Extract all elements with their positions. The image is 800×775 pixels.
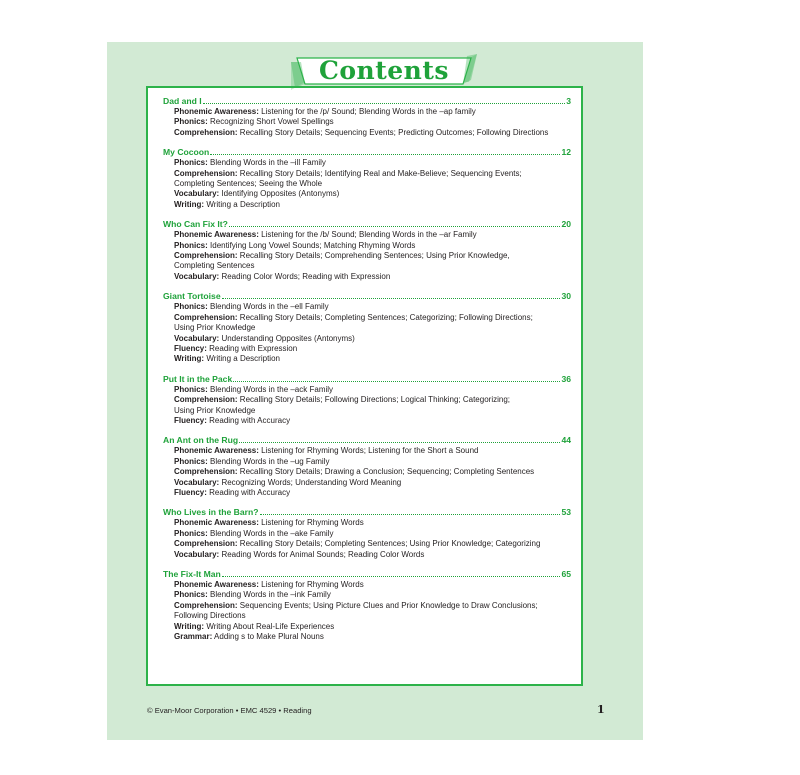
story-title: Put It in the Pack	[163, 373, 233, 384]
footer-credit: © Evan-Moor Corporation • EMC 4529 • Reading	[147, 706, 312, 715]
skill-description: Identifying Opposites (Antonyms)	[221, 189, 340, 199]
skill-category: Fluency:	[174, 487, 207, 497]
skill-category: Phonics:	[174, 302, 208, 312]
skill-description: Recalling Story Details; Identifying Real and Make-Believe; Sequencing Events;	[239, 168, 522, 178]
skill-list	[163, 302, 571, 364]
skill-line	[174, 241, 571, 251]
skill-description: Recognizing Words; Understanding Word Meaning	[221, 477, 402, 487]
story-title: Giant Tortoise	[163, 291, 221, 302]
skill-category: Comprehension:	[174, 539, 238, 549]
skill-line	[174, 334, 571, 344]
skill-line	[174, 302, 571, 312]
skill-line	[174, 323, 571, 333]
skill-line	[174, 158, 571, 168]
skill-description: Reading with Accuracy	[209, 487, 291, 497]
story-page-number: 44	[561, 435, 571, 446]
skill-category: Vocabulary:	[174, 271, 220, 281]
skill-category: Vocabulary:	[174, 333, 220, 343]
toc-entry-link[interactable]	[163, 507, 571, 518]
skill-category: Writing:	[174, 199, 205, 209]
toc-entry-link[interactable]	[163, 291, 571, 302]
skill-category: Phonics:	[174, 384, 208, 394]
dot-leader	[229, 219, 561, 227]
dot-leader	[210, 147, 560, 155]
title-banner	[291, 52, 477, 92]
toc-section	[163, 147, 571, 210]
skill-description: Blending Words in the –ake Family	[210, 528, 334, 538]
skill-line	[174, 622, 571, 632]
skill-category: Fluency:	[174, 343, 207, 353]
skill-list	[163, 385, 571, 427]
skill-line	[174, 179, 571, 189]
skill-line	[174, 117, 571, 127]
skill-line	[174, 590, 571, 600]
story-title: An Ant on the Rug	[163, 435, 239, 446]
story-page-number: 20	[561, 219, 571, 230]
skill-description: Recalling Story Details; Following Directions; Logical Thinking; Categorizing;	[239, 395, 510, 405]
skill-list	[163, 158, 571, 210]
skill-line	[174, 200, 571, 210]
dot-leader	[260, 507, 561, 515]
skill-line	[174, 478, 571, 488]
skill-description: Recalling Story Details; Comprehending Sentences; Using Prior Knowledge,	[239, 251, 510, 261]
toc-section	[163, 569, 571, 642]
skill-category: Comprehension:	[174, 467, 238, 477]
skill-line	[174, 406, 571, 416]
skill-line	[174, 128, 571, 138]
skill-category: Phonemic Awareness:	[174, 446, 259, 456]
toc-section	[163, 374, 571, 427]
skill-description: Recalling Story Details; Completing Sentences; Categorizing; Following Directions;	[239, 312, 533, 322]
skill-category: Writing:	[174, 354, 205, 364]
skill-line	[174, 488, 571, 498]
skill-description: Listening for the /b/ Sound; Blending Words in the –ar Family	[261, 230, 477, 240]
table-of-contents	[163, 96, 571, 651]
skill-description: Identifying Long Vowel Sounds; Matching Rhyming Words	[210, 240, 416, 250]
story-title: Who Can Fix It?	[163, 219, 228, 230]
skill-list	[163, 446, 571, 498]
skill-description: Listening for Rhyming Words	[261, 518, 364, 528]
skill-category: Comprehension:	[174, 127, 238, 137]
skill-description: Blending Words in the –ack Family	[210, 384, 334, 394]
skill-line	[174, 539, 571, 549]
dot-leader	[203, 96, 566, 104]
skill-category: Phonemic Awareness:	[174, 230, 259, 240]
skill-category: Phonics:	[174, 456, 208, 466]
dot-leader	[222, 569, 561, 577]
story-title: Dad and I	[163, 96, 202, 106]
skill-line	[174, 313, 571, 323]
toc-section	[163, 219, 571, 282]
skill-description: Understanding Opposites (Antonyms)	[221, 333, 355, 343]
skill-line	[174, 230, 571, 240]
skill-list	[163, 230, 571, 282]
skill-description: Blending Words in the –ell Family	[210, 302, 329, 312]
skill-list	[163, 518, 571, 560]
skill-line	[174, 467, 571, 477]
skill-description: Writing a Description	[206, 199, 280, 209]
skill-description: Reading with Expression	[209, 343, 298, 353]
skill-description: Reading with Accuracy	[209, 415, 291, 425]
skill-description: Listening for Rhyming Words	[261, 580, 364, 589]
skill-line	[174, 272, 571, 282]
skill-line	[174, 261, 571, 271]
skill-description: Listening for Rhyming Words; Listening for the Short a Sound	[261, 446, 479, 456]
skill-line	[174, 529, 571, 539]
skill-description: Using Prior Knowledge	[174, 405, 256, 415]
skill-description: Writing About Real-Life Experiences	[206, 621, 335, 631]
skill-category: Writing:	[174, 621, 205, 631]
toc-entry-link[interactable]	[163, 374, 571, 385]
skill-line	[174, 446, 571, 456]
skill-description: Completing Sentences; Seeing the Whole	[174, 179, 323, 189]
skill-description: Sequencing Events; Using Picture Clues and Prior Knowledge to Draw Conclusions;	[239, 600, 538, 610]
page-number: 1	[597, 703, 605, 716]
skill-category: Phonemic Awareness:	[174, 107, 259, 116]
skill-description: Blending Words in the –ug Family	[210, 456, 330, 466]
skill-category: Vocabulary:	[174, 189, 220, 199]
skill-category: Phonics:	[174, 590, 208, 600]
skill-category: Phonemic Awareness:	[174, 518, 259, 528]
dot-leader	[222, 291, 561, 299]
skill-description: Recognizing Short Vowel Spellings	[210, 117, 334, 127]
toc-section	[163, 435, 571, 498]
skill-category: Comprehension:	[174, 600, 238, 610]
toc-entry-link[interactable]	[163, 569, 571, 580]
toc-section	[163, 507, 571, 560]
skill-category: Comprehension:	[174, 395, 238, 405]
toc-entry-link[interactable]	[163, 219, 571, 230]
skill-category: Vocabulary:	[174, 477, 220, 487]
skill-line	[174, 251, 571, 261]
skill-category: Phonics:	[174, 240, 208, 250]
skill-description: Recalling Story Details; Sequencing Events; Predicting Outcomes; Following Directions	[239, 127, 549, 137]
skill-description: Writing a Description	[206, 354, 280, 364]
skill-category: Vocabulary:	[174, 549, 220, 559]
skill-category: Comprehension:	[174, 251, 238, 261]
skill-category: Fluency:	[174, 415, 207, 425]
skill-line	[174, 601, 571, 611]
skill-description: Following Directions	[174, 611, 246, 621]
dot-leader	[233, 374, 560, 382]
skill-line	[174, 580, 571, 590]
skill-category: Phonics:	[174, 528, 208, 538]
skill-line	[174, 457, 571, 467]
skill-line	[174, 518, 571, 528]
skill-description: Reading Color Words; Reading with Expression	[221, 271, 391, 281]
skill-category: Comprehension:	[174, 312, 238, 322]
skill-description: Listening for the /p/ Sound; Blending Words in the –ap family	[261, 107, 476, 116]
toc-entry-link[interactable]	[163, 96, 571, 107]
story-page-number: 65	[561, 569, 571, 579]
skill-category: Phonics:	[174, 117, 208, 127]
toc-entry-link[interactable]	[163, 147, 571, 158]
skill-category: Comprehension:	[174, 168, 238, 178]
skill-description: Recalling Story Details; Completing Sentences; Using Prior Knowledge; Categorizing	[239, 539, 541, 549]
skill-line	[174, 395, 571, 405]
skill-description: Recalling Story Details; Drawing a Conclusion; Sequencing; Completing Sentences	[239, 467, 535, 477]
skill-description: Blending Words in the –ill Family	[210, 158, 326, 168]
story-page-number: 12	[561, 147, 571, 158]
story-page-number: 30	[561, 291, 571, 302]
story-page-number: 36	[561, 373, 571, 384]
story-page-number: 53	[561, 507, 571, 518]
skill-line	[174, 632, 571, 642]
skill-line	[174, 344, 571, 354]
skill-line	[174, 354, 571, 364]
skill-list	[163, 107, 571, 138]
dot-leader	[239, 435, 560, 443]
skill-category: Grammar:	[174, 632, 213, 642]
toc-section	[163, 291, 571, 364]
skill-category: Phonemic Awareness:	[174, 580, 259, 589]
toc-section	[163, 96, 571, 138]
toc-entry-link[interactable]	[163, 435, 571, 446]
skill-description: Using Prior Knowledge	[174, 323, 256, 333]
skill-line	[174, 107, 571, 117]
story-title: My Cocoon	[163, 147, 210, 158]
skill-line	[174, 550, 571, 560]
skill-description: Blending Words in the –ink Family	[210, 590, 331, 600]
story-title: The Fix-It Man	[163, 569, 221, 579]
skill-category: Phonics:	[174, 158, 208, 168]
page-title: Contents	[318, 56, 449, 85]
story-page-number: 3	[566, 96, 571, 106]
skill-line	[174, 611, 571, 621]
skill-line	[174, 416, 571, 426]
skill-line	[174, 189, 571, 199]
skill-line	[174, 385, 571, 395]
skill-line	[174, 169, 571, 179]
skill-description: Completing Sentences	[174, 261, 255, 271]
skill-list	[163, 580, 571, 642]
skill-description: Adding s to Make Plural Nouns	[214, 632, 324, 642]
story-title: Who Lives in the Barn?	[163, 507, 259, 518]
skill-description: Reading Words for Animal Sounds; Reading Color Words	[221, 549, 425, 559]
